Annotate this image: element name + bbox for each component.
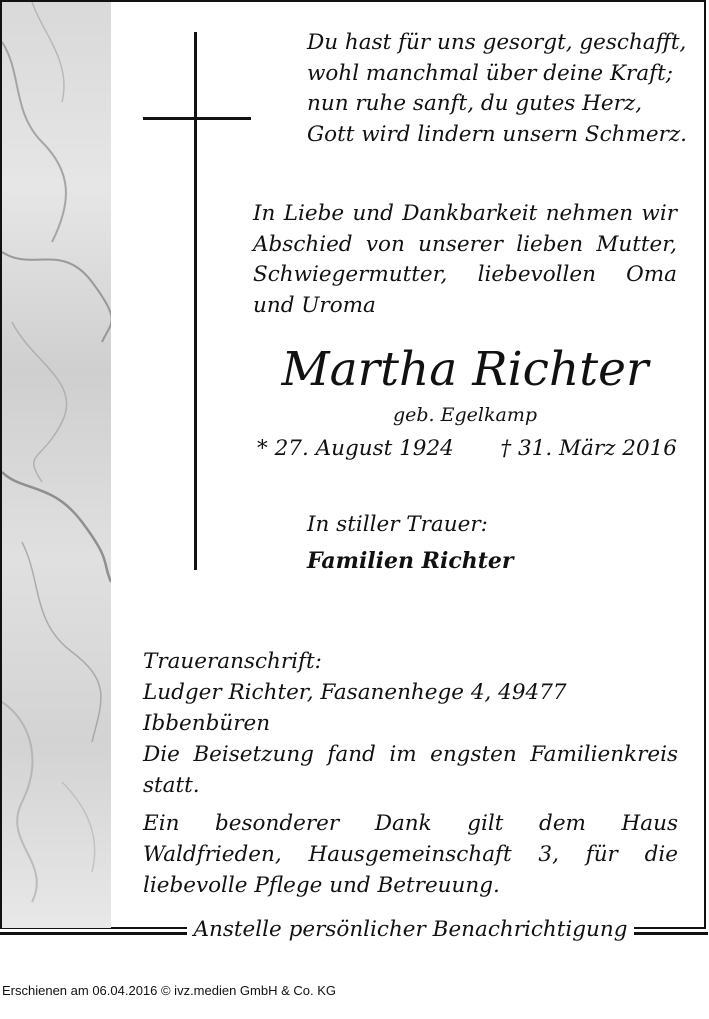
death-date: † 31. März 2016: [500, 436, 677, 461]
mourning-label: In stiller Trauer:: [307, 512, 488, 537]
deceased-name: Martha Richter: [281, 342, 649, 397]
address-label: Traueranschrift:: [143, 649, 322, 674]
address-text: Ludger Richter, Fasanenhege 4, 49477 Ibbenbüren: [143, 680, 567, 736]
marble-decoration: [2, 2, 111, 928]
life-dates: [257, 434, 677, 464]
publication-footer: Erschienen am 06.04.2016 © ivz.medien GmbH & Co. KG: [2, 983, 337, 998]
birth-date: * 27. August 1924: [257, 436, 454, 461]
maiden-name: geb. Egelkamp: [392, 404, 538, 426]
memorial-poem: Du hast für uns gesorgt, geschafft, wohl manchmal über deine Kraft; nun ruhe sanft, du gutes Herz, Gott wird lindern unsern Schmerz.: [307, 30, 688, 147]
notice-rule-left: [0, 932, 190, 935]
address-block: [143, 646, 683, 739]
funeral-note: Die Beisetzung fand im engsten Familienkreis statt.: [143, 742, 678, 798]
intro-text: In Liebe und Dankbarkeit nehmen wir Abschied von unserer lieben Mutter, Schwiegermutter, liebevollen Oma und Uroma: [253, 201, 677, 318]
notice-text: Anstelle persönlicher Benachrichtigung: [187, 914, 634, 946]
marble-veins: [2, 2, 111, 928]
cross-vertical-bar: [194, 32, 197, 570]
thanks-note: Ein besonderer Dank gilt dem Haus Waldfrieden, Hausgemeinschaft 3, für die liebevolle Pflege und Betreuung.: [143, 811, 678, 898]
family-signature: Familien Richter: [307, 548, 514, 574]
notice-rule-right: [632, 932, 708, 935]
cross-horizontal-bar: [143, 117, 251, 120]
